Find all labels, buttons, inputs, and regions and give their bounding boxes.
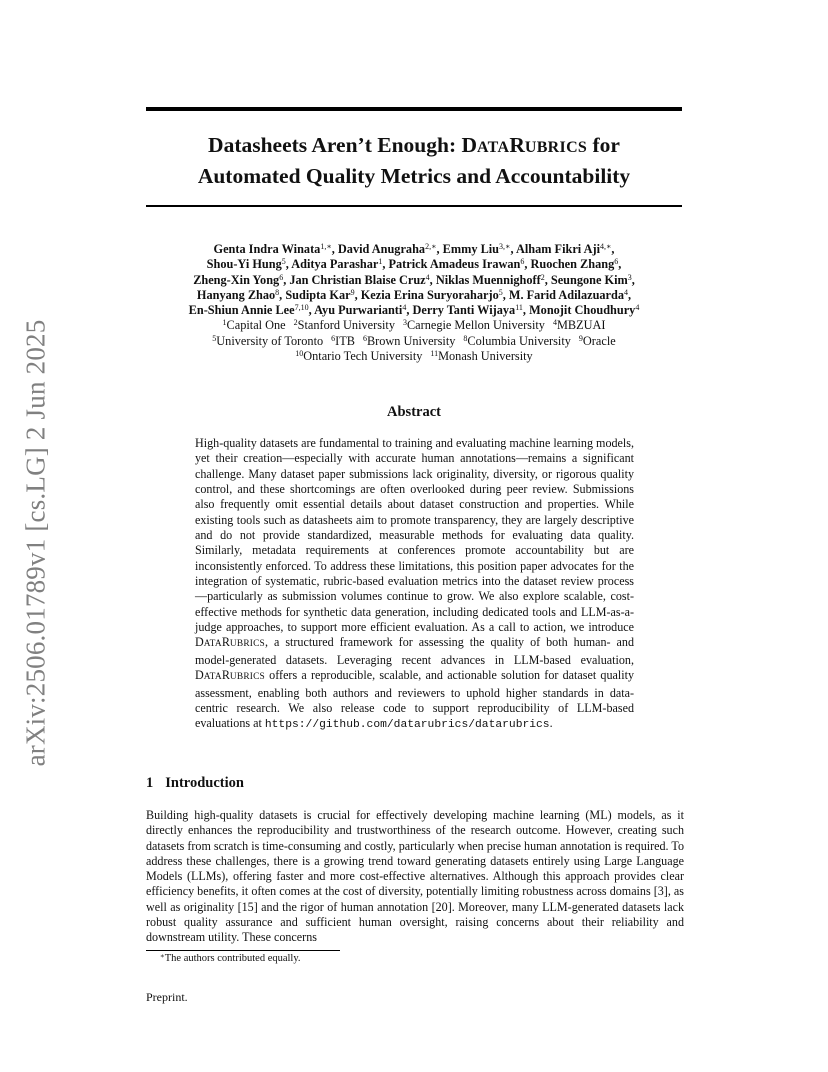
affiliation-marker: 8	[463, 333, 468, 343]
affiliation-item	[579, 334, 616, 348]
author-affiliation-marker: 8	[275, 287, 280, 297]
author-separator: ,	[283, 272, 290, 287]
author-name: Derry Tanti Wijaya	[412, 303, 516, 318]
author-name: M. Farid Adilazuarda	[508, 287, 625, 302]
author-name: David Anugraha	[337, 242, 426, 256]
brand-smallcaps-ata: ATA	[477, 139, 510, 156]
affiliation-marker: 6	[331, 333, 336, 343]
author-name: Genta Indra Winata	[213, 242, 321, 256]
affiliation-line	[146, 349, 682, 364]
introduction-paragraph: Building high-quality datasets is crucial for effectively developing machine learning (ML) models, as it directly enhances the reproducibility and trustworthiness of the research outcome. However, creating such datasets from scratch is time-consuming and costly, particularly when precise human annotation is required. To address these challenges, there is a growing trend toward generating datasets entirely using Large Language Models (LLMs), offering faster and more cost-effective alternatives. Although this approach provides clear efficiency benefits, it often comes at the cost of diversity, potentially limiting robustness across domains [3], as well as originality [15] and the rigor of human annotation [20]. Moreover, many LLM-generated datasets lack robust quality assurance and sufficient human oversight, raising concerns about their reliability and downstream utility. These concerns	[146, 808, 684, 945]
arxiv-identifier: arXiv:2506.01789v1 [cs.LG] 2 Jun 2025	[20, 319, 51, 767]
abstract-heading: Abstract	[387, 404, 441, 420]
abstract-text	[195, 436, 634, 734]
affiliations	[146, 318, 682, 364]
author-affiliation-marker: 5	[281, 257, 286, 267]
abstract-part1: High-quality datasets are fundamental to training and evaluating machine learning models, yet their creation—especially with accurate human annotations—remains a significant challenge. Many dataset paper submissions lack originality, diversity, or rigorous quality control, and these shortcomings are often overlooked during peer review. Submissions also frequently omit essential details about dataset construction and properties. While existing tools such as datasheets aim to promote transparency, they are largely descriptive and do not provide standardized, measurable methods for evaluating data quality. Similarly, metadata requirements at conferences promote accountability but are inconsistently enforced. To address these limitations, this position paper advocates for the integration of systematic, rubric-based evaluation metrics into the dataset review process—particularly as submission volumes continue to grow. We also explore scalable, cost-effective methods for synthetic data generation, including dedicated tools and LLM-as-a-judge approaches, to support more efficient evaluation. As a call to action, we introduce	[195, 436, 634, 635]
section-title: Introduction	[165, 775, 244, 791]
affiliation-name: Stanford University	[297, 318, 395, 333]
author-name: Sudipta Kar	[285, 287, 351, 302]
author-separator: ,	[631, 272, 635, 287]
abstract-end: .	[549, 716, 553, 731]
author-name: En-Shiun Annie Lee	[188, 303, 295, 318]
author-separator: ,	[382, 257, 389, 272]
brand-name-inline: DATARUBRICS	[195, 635, 265, 650]
affiliation-item	[294, 318, 395, 332]
author-affiliation-marker: 5	[498, 287, 503, 297]
affiliation-item	[223, 318, 286, 332]
affiliation-marker: 10	[295, 349, 304, 359]
section-number: 1	[146, 775, 154, 791]
author-separator: ,	[429, 272, 436, 287]
author-line	[146, 257, 682, 272]
author-affiliation-marker: 9	[350, 287, 355, 297]
author-separator: ,	[628, 287, 632, 302]
author-affiliation-marker: 4	[624, 287, 629, 297]
author-name: Ayu Purwarianti	[314, 303, 403, 318]
author-affiliation-marker: 4	[635, 303, 640, 313]
author-name: Shou-Yi Hung	[206, 257, 282, 272]
footnote-marker: ∗	[160, 952, 165, 960]
abstract-part2: , a structured framework for assessing the quality of both human- and model-generated datasets. Leveraging recent advances in LLM-based evaluation,	[195, 635, 634, 667]
author-separator: ,	[522, 303, 530, 318]
author-block	[146, 242, 682, 364]
brand-initial-d: D	[461, 133, 478, 157]
author-affiliation-marker: 6	[279, 272, 284, 282]
footnote-rule	[146, 950, 340, 951]
author-separator: ,	[285, 257, 292, 272]
title-line2: Automated Quality Metrics and Accountability	[197, 164, 631, 188]
author-separator: ,	[502, 287, 509, 302]
author-separator: ,	[279, 287, 286, 302]
author-affiliation-marker: 4,∗	[599, 242, 612, 251]
author-line	[146, 273, 682, 288]
author-affiliation-marker: 4	[425, 272, 430, 282]
affiliation-marker: 3	[402, 318, 407, 328]
affiliation-item	[403, 318, 545, 332]
footnote	[160, 952, 301, 966]
affiliation-name: Brown University	[366, 333, 456, 348]
author-affiliation-marker: 3,∗	[499, 242, 511, 251]
author-separator: ,	[354, 287, 361, 302]
author-affiliation-marker: 1,∗	[320, 242, 332, 251]
brand-smallcaps-ubrics: UBRICS	[524, 139, 588, 156]
author-affiliation-marker: 4	[402, 303, 407, 313]
affiliation-marker: 4	[552, 318, 557, 328]
affiliation-name: Capital One	[226, 318, 286, 333]
author-name: Seungone Kim	[550, 272, 628, 287]
code-url-link[interactable]: https://github.com/datarubrics/datarubrics	[264, 719, 550, 732]
author-separator: ,	[510, 242, 516, 256]
author-name: Zheng-Xin Yong	[193, 272, 280, 287]
section-heading-introduction	[146, 775, 244, 792]
affiliation-name: University of Toronto	[216, 333, 324, 348]
affiliation-name: Monash University	[438, 349, 533, 364]
affiliation-item	[363, 334, 455, 348]
author-separator: ,	[308, 303, 315, 318]
author-affiliation-marker: 6	[614, 257, 619, 267]
author-separator: ,	[406, 303, 413, 318]
author-name: Ruochen Zhang	[530, 257, 615, 272]
affiliation-line	[146, 334, 682, 349]
author-affiliation-marker: 1	[378, 257, 383, 267]
author-separator: ,	[436, 242, 443, 256]
author-separator: ,	[611, 242, 615, 256]
affiliation-item	[463, 334, 571, 348]
affiliation-marker: 9	[578, 333, 583, 343]
author-name: Monojit Choudhury	[529, 303, 636, 318]
affiliation-item	[212, 334, 323, 348]
title-bottom-rule	[146, 205, 682, 207]
affiliation-line	[146, 318, 682, 333]
affiliation-item	[331, 334, 355, 348]
author-line	[146, 303, 682, 318]
footnote-text: The authors contributed equally.	[164, 953, 301, 964]
affiliation-marker: 5	[212, 333, 217, 343]
author-name: Kezia Erina Suryoraharjo	[360, 287, 499, 302]
affiliation-name: MBZUAI	[556, 318, 606, 333]
arxiv-sidebar	[6, 317, 66, 769]
author-separator: ,	[524, 257, 531, 272]
author-separator: ,	[618, 257, 622, 272]
author-separator: ,	[544, 272, 551, 287]
abstract-part3: offers a reproducible, scalable, and actionable solution for dataset quality assessment, enabling both authors and reviewers to uphold higher standards in data-centric research. We also release code to support reproducibility of LLM-based evaluations at	[195, 668, 634, 731]
author-affiliation-marker: 7,10	[294, 303, 309, 313]
author-name: Aditya Parashar	[291, 257, 379, 272]
author-names	[146, 242, 682, 318]
affiliation-marker: 2	[293, 318, 298, 328]
author-name: Hanyang Zhao	[196, 287, 276, 302]
affiliation-name: Carnegie Mellon University	[406, 318, 545, 333]
author-name: Alham Fikri Aji	[515, 242, 600, 256]
affiliation-name: Columbia University	[467, 333, 571, 348]
brand-name-inline: DATARUBRICS	[195, 668, 265, 683]
author-name: Patrick Amadeus Irawan	[388, 257, 521, 272]
author-name: Niklas Muennighoff	[435, 272, 541, 287]
author-affiliation-marker: 6	[520, 257, 525, 267]
author-separator: ,	[331, 242, 338, 256]
affiliation-marker: 6	[362, 333, 367, 343]
author-affiliation-marker: 2	[540, 272, 545, 282]
title-line1-prefix: Datasheets Aren’t Enough:	[208, 133, 462, 157]
affiliation-name: Ontario Tech University	[303, 349, 423, 364]
paper-title	[146, 131, 682, 190]
title-top-rule	[146, 107, 682, 111]
author-affiliation-marker: 11	[515, 303, 523, 313]
affiliation-item	[430, 349, 532, 363]
author-name: Emmy Liu	[442, 242, 500, 256]
author-name: Jan Christian Blaise Cruz	[289, 272, 426, 287]
affiliation-marker: 11	[430, 349, 439, 359]
affiliation-marker: 1	[222, 318, 227, 328]
title-line1-suffix: for	[587, 133, 620, 157]
affiliation-name: Oracle	[582, 333, 616, 348]
preprint-label: Preprint.	[146, 990, 188, 1004]
author-line	[146, 288, 682, 303]
author-affiliation-marker: 2,∗	[425, 242, 437, 251]
brand-initial-r: R	[509, 133, 525, 157]
affiliation-item	[553, 318, 606, 332]
author-line	[146, 242, 682, 257]
affiliation-item	[295, 349, 422, 363]
affiliation-name: ITB	[335, 333, 355, 348]
author-affiliation-marker: 3	[627, 272, 632, 282]
